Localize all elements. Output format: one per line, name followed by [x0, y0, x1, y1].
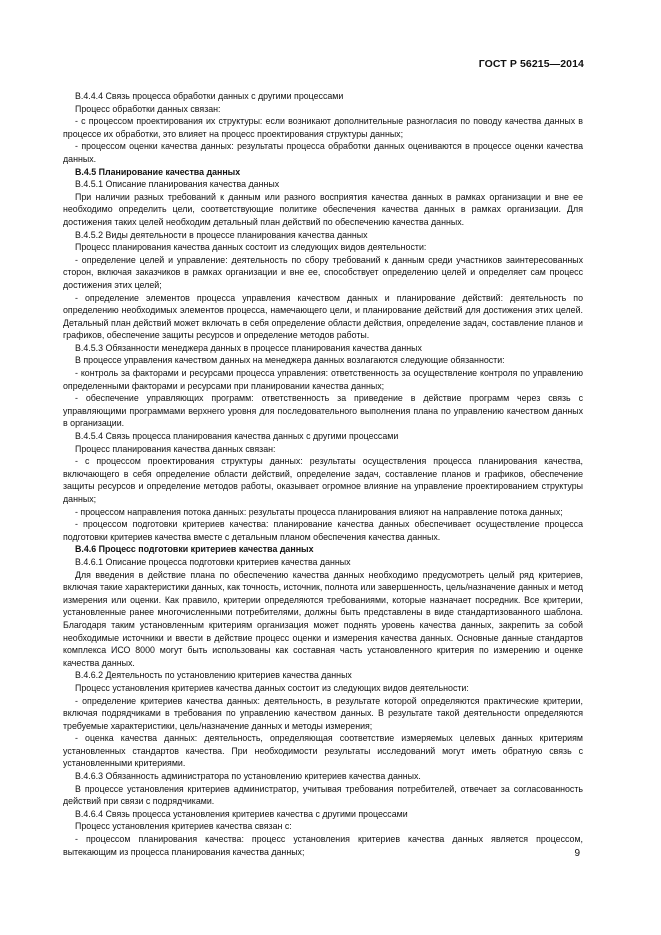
paragraph: Процесс планирования качества данных состоит из следующих видов деятельности: [75, 242, 427, 253]
paragraph: В процессе управления качеством данных на менеджера данных возлагаются следующие обязанности: [75, 355, 505, 366]
paragraph: - с процессом проектирования структуры данных: результаты осуществления процесса планирования качества, включающего в себя определение области действий, определение задач, составление планов и графиков, обеспечение защиты ресурсов и определение методов работы, оказывает огромное влияние на управление проектированием структуры данных; [63, 456, 583, 504]
paragraph: - определение элементов процесса управления качеством данных и планирование действий: деятельность по определению необходимых элементов процесса, намечающего цели, и планирование действий для достижения этих целей. Детальный план действий может включать в себя определение области действия, определение задач, составление планов и графиков, обеспечение защиты ресурсов и определение методов работы. [63, 292, 583, 341]
paragraph: - обеспечение управляющих программ: ответственность за приведение в действие программ через связь с управляющими программами верхнего уровня для последовательного выполнения плана по управлению качеством данных в организации. [63, 393, 583, 429]
paragraph: В.4.6.2 Деятельность по установлению критериев качества данных [75, 670, 352, 681]
paragraph: В.4.5.2 Виды деятельности в процессе планирования качества данных [75, 229, 368, 240]
paragraph: Для введения в действие плана по обеспечению качества данных необходимо предусмотреть целый ряд критериев, включая такие характеристики данных, как точность, источник, полнота или завершенность, цель/назначение данных и метод измерения или оценки. Как правило, критерии определяются требованиями, которые назначает посредник. Все критерии, установленные ранее многочисленными потребителями, должны быть представлены в виде стандартизованного шаблона. Благодаря таким установленным критериям организация может поднять уровень качества данных, закрепить за собой необходимые источники и ввести в действие процесс оценки и измерения качества данных. Основные данные стандартов комплекса ИСО 8000 могут быть использованы как составная часть установленного критерия по измерению и оценке качества данных. [63, 569, 583, 668]
paragraph: - процессом направления потока данных: результаты процесса планирования влияют на направление потока данных; [75, 506, 563, 517]
paragraph: В.4.5.4 Связь процесса планирования качества данных с другими процессами [75, 431, 399, 442]
document-body [63, 90, 583, 858]
paragraph: - процессом планирования качества: процесс установления критериев качества данных является процессом, вытекающим из процесса планирования качества данных; [63, 834, 583, 857]
document-code: ГОСТ Р 56215—2014 [478, 58, 584, 70]
paragraph: Процесс установления критериев качества связан с: [75, 821, 292, 832]
paragraph: - определение целей и управление: деятельность по сбору требований к данным среди участников заинтересованных сторон, включая заказчиков в рамках организации и вне ее, способствует определению целей и определяет сам процесс достижения этих целей; [63, 254, 583, 290]
paragraph: В процессе установления критериев администратор, учитывая требования потребителей, отвечает за согласованность действий при связи с подрядчиками. [63, 783, 583, 807]
section-heading: В.4.6 Процесс подготовки критериев качества данных [75, 544, 314, 555]
paragraph: - определение критериев качества данных: деятельность, в результате которой определяются практические критерии, включая подрядчиками в требования по управлению качеством данных. В результате такой деятельности определяются требуемые характеристики, цель/назначение данных и методы измерения; [63, 695, 583, 731]
paragraph: В.4.4.4 Связь процесса обработки данных с другими процессами [75, 91, 344, 101]
paragraph: В.4.5.3 Обязанности менеджера данных в процессе планирования качества данных [75, 342, 422, 353]
paragraph: В.4.6.3 Обязанность администратора по установлению критериев качества данных. [75, 771, 421, 782]
section-heading: В.4.5 Планирование качества данных [75, 166, 241, 177]
paragraph: - оценка качества данных: деятельность, определяющая соответствие измеряемых целевых данных критериям установленных стандартов качества. При необходимости результаты исследований могут иметь обратную связь с установленными критериями. [63, 733, 583, 769]
paragraph: В.4.5.1 Описание планирования качества данных [75, 179, 280, 190]
paragraph: В.4.6.1 Описание процесса подготовки критериев качества данных [75, 556, 351, 567]
paragraph: Процесс установления критериев качества данных состоит из следующих видов деятельности: [75, 682, 469, 693]
paragraph: В.4.6.4 Связь процесса установления критериев качества с другими процессами [75, 808, 408, 819]
page-number: 9 [574, 848, 580, 859]
paragraph: - контроль за факторами и ресурсами процесса управления: ответственность за осуществление контроля по управлению определенными факторами и ресурсами при планировании качества данных; [63, 368, 583, 391]
paragraph: - процессом оценки качества данных: результаты процесса обработки данных оцениваются в процессе оценки качества данных. [63, 141, 583, 164]
paragraph: Процесс обработки данных связан: [75, 103, 221, 114]
paragraph: Процесс планирования качества данных связан: [75, 443, 276, 454]
paragraph: При наличии разных требований к данным или разного восприятия качества данных в рамках организации и вне ее необходимо определить цели, соответствующие политике обеспечения качества данных в рамках организации. Для достижения таких целей необходим детальный план действий по обеспечению качества данных. [63, 191, 583, 227]
paragraph: - процессом подготовки критериев качества: планирование качества данных обеспечивает осуществление процесса подготовки критериев качества вместе с детальным планом обеспечения качества данных. [63, 519, 583, 542]
paragraph: - с процессом проектирования их структуры: если возникают дополнительные разногласия по поводу качества данных в процессе их обработки, это влияет на процесс проектирования структуры данных; [63, 116, 583, 139]
